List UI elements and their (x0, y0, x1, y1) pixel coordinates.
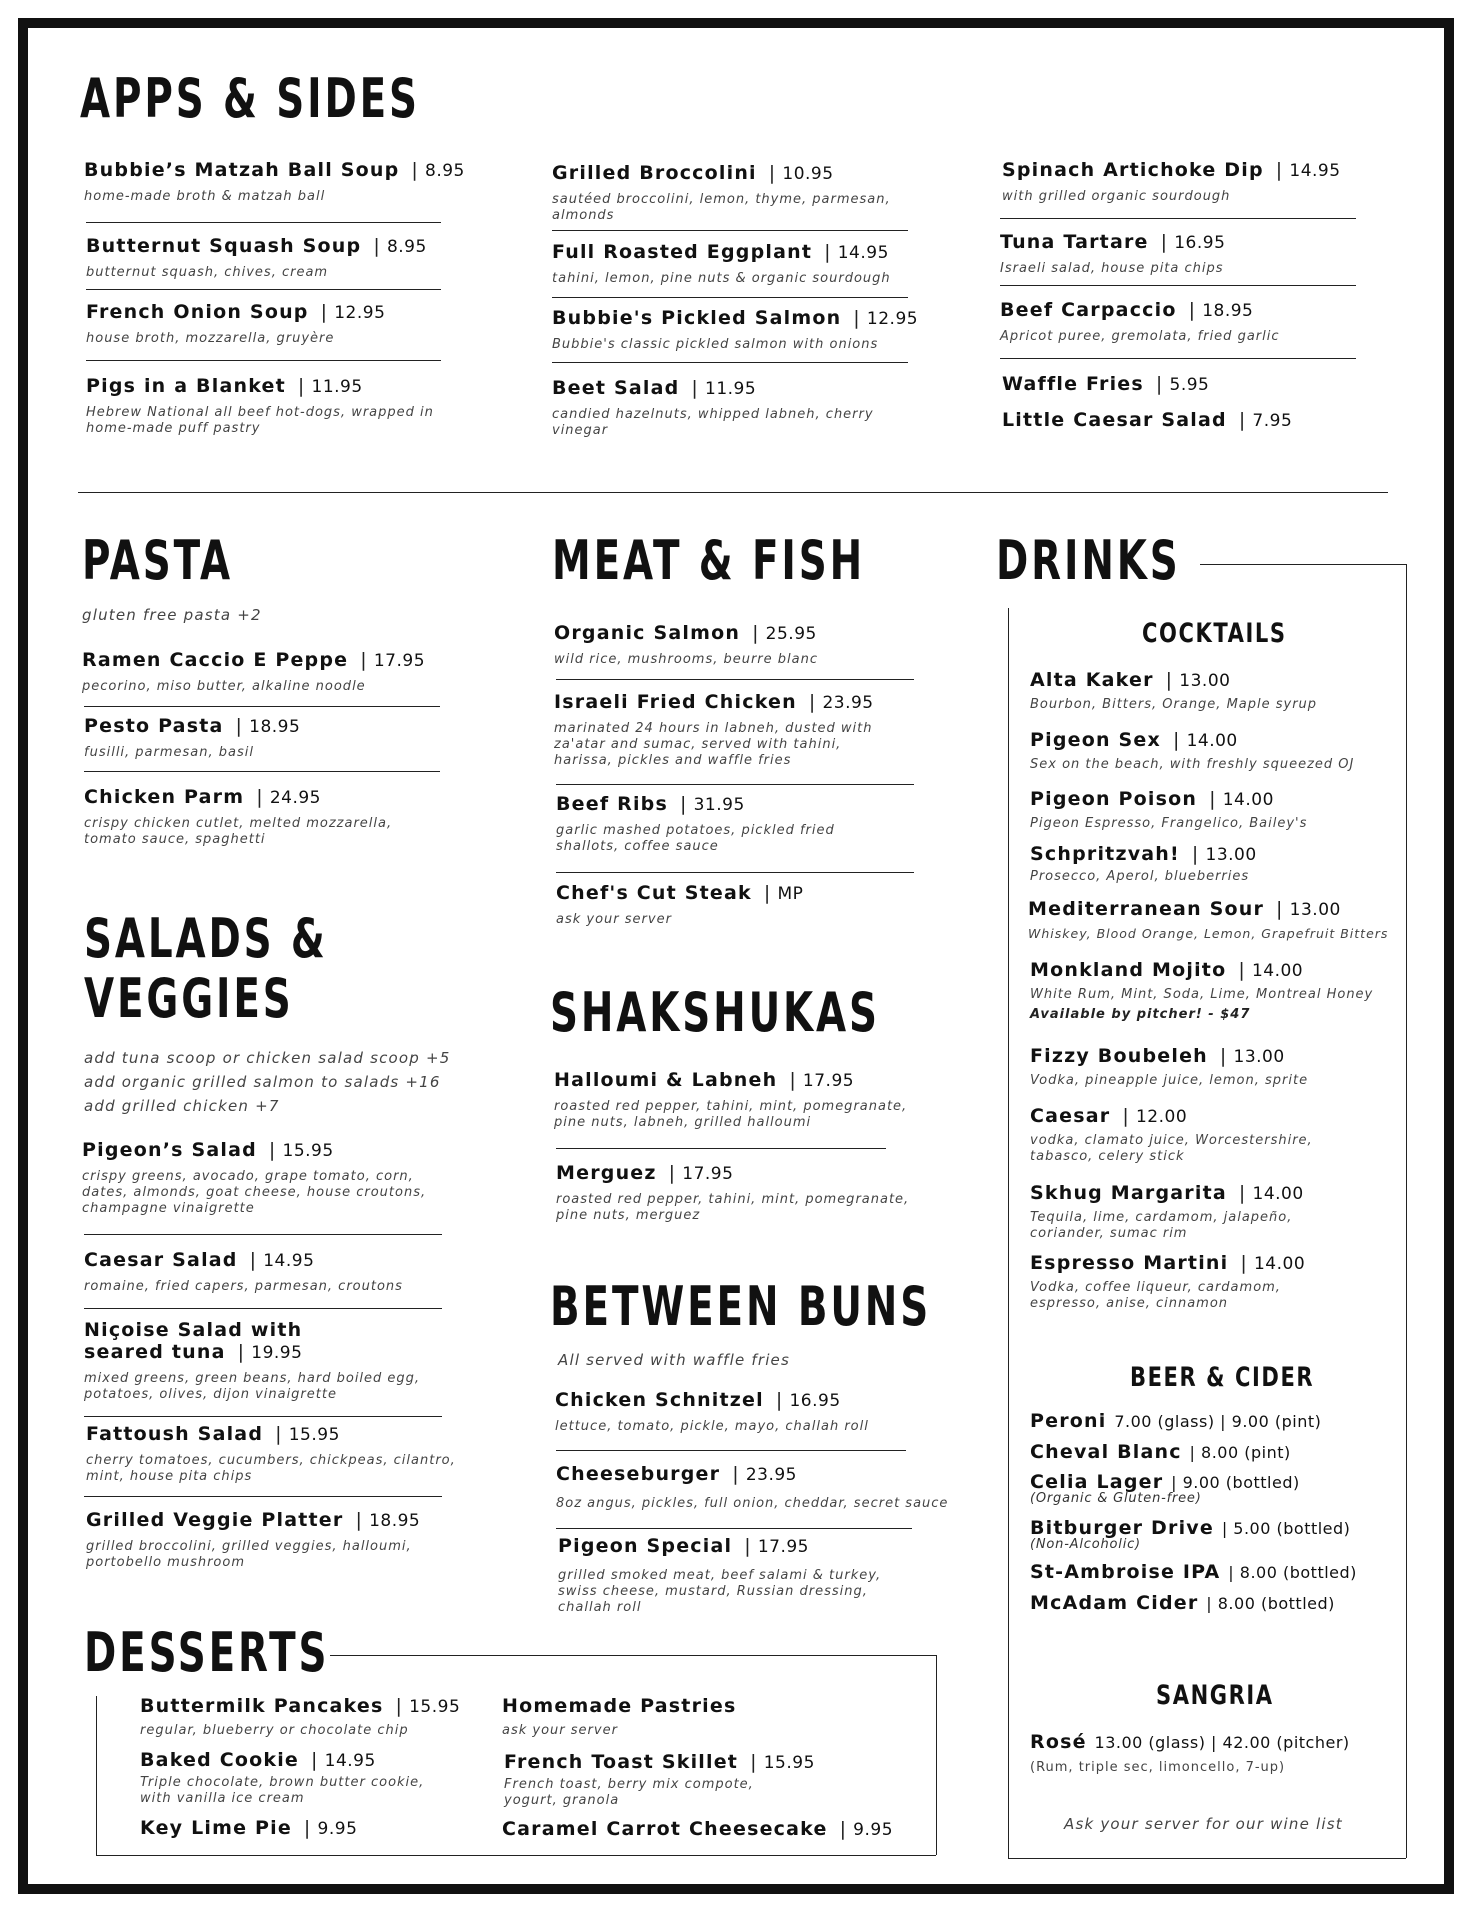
item-name: Beef Ribs (556, 793, 668, 815)
item-name: Beet Salad (552, 377, 680, 399)
item-description: garlic mashed potatoes, pickled fried shallots, coffee sauce (556, 822, 835, 855)
item-name: Pigeon Sex (1030, 729, 1161, 751)
item-price: | 8.00 (pint) (1189, 1443, 1291, 1462)
item-price: 23.95 (745, 1465, 797, 1485)
item-price: 13.00 (1205, 845, 1257, 865)
item-price: 23.95 (822, 693, 874, 713)
item-name: Organic Salmon (554, 622, 741, 644)
item-name: Caesar (1030, 1105, 1111, 1127)
item-divider (84, 1234, 442, 1235)
menu-item: Caesar Salad | 14.95 romaine, fried capers, parmesan, croutons (84, 1250, 464, 1295)
item-divider (86, 360, 441, 361)
item-divider (556, 679, 914, 680)
menu-item: Chef's Cut Steak | MP ask your server (556, 883, 936, 928)
menu-item: Full Roasted Eggplant | 14.95 tahini, lemon, pine nuts & organic sourdough (552, 242, 932, 287)
item-price: 14.95 (263, 1251, 315, 1271)
item-divider (86, 289, 441, 290)
menu-item: Grilled Veggie Platter | 18.95 grilled broccolini, grilled veggies, halloumi, portobello mushroom (86, 1510, 466, 1571)
item-price: 11.95 (705, 379, 757, 399)
item-name: Chicken Parm (84, 786, 245, 808)
menu-item: Little Caesar Salad | 7.95 (1002, 409, 1293, 431)
menu-item: Monkland Mojito | 14.00 White Rum, Mint, Soda, Lime, Montreal Honey Available by pitcher! - $47 (1030, 960, 1400, 1023)
item-description: Prosecco, Aperol, blueberries (1030, 868, 1250, 884)
menu-item (1030, 1593, 1410, 1615)
menu-item: Grilled Broccolini | 10.95 sautéed broccolini, lemon, thyme, parmesan, almonds (552, 163, 912, 224)
item-divider (556, 784, 914, 785)
drinks-box-left (1008, 608, 1009, 1858)
item-description: ask your server (556, 911, 672, 927)
item-price: 12.95 (334, 303, 386, 323)
item-description: sautéed broccolini, lemon, thyme, parmesan, almonds (552, 191, 891, 224)
item-name: Ramen Caccio E Peppe (82, 649, 349, 671)
item-description: Sex on the beach, with freshly squeezed OJ (1030, 756, 1355, 772)
item-description: house broth, mozzarella, gruyère (86, 330, 335, 346)
addon-line: add grilled chicken +7 (84, 1097, 280, 1115)
menu-item: Schpritzvah! | 13.00 Prosecco, Aperol, blueberries (1030, 844, 1390, 885)
item-name: Bitburger Drive (1030, 1517, 1214, 1539)
item-description: crispy chicken cutlet, melted mozzarella, tomato sauce, spaghetti (84, 815, 393, 848)
item-price: 8.95 (386, 237, 427, 257)
item-divider (86, 222, 441, 223)
drinks-box-right (1406, 564, 1407, 1858)
pitcher-note: Available by pitcher! - $47 (1030, 1007, 1251, 1023)
item-name: Merguez (556, 1162, 657, 1184)
item-divider (552, 230, 908, 231)
menu-item: Key Lime Pie | 9.95 (140, 1817, 358, 1839)
menu-item (1030, 1732, 1400, 1776)
drinks-box-top (1200, 564, 1406, 565)
menu-item: Tuna Tartare | 16.95 Israeli salad, house pita chips (1000, 232, 1380, 277)
item-divider (552, 297, 908, 298)
menu-item: Halloumi & Labneh | 17.95 roasted red pepper, tahini, mint, pomegranate, pine nuts, labneh, grilled halloumi (554, 1070, 914, 1131)
item-price: 7.00 (glass) | 9.00 (pint) (1114, 1412, 1322, 1431)
item-price: 17.95 (373, 651, 426, 671)
menu-item: Pigeon’s Salad | 15.95 crispy greens, avocado, grape tomato, corn, dates, almonds, goat cheese, house croutons, champagne vinaigrette (82, 1140, 462, 1218)
item-description: Tequila, lime, cardamom, jalapeño, coriander, sumac rim (1030, 1209, 1293, 1242)
item-name: Fizzy Boubeleh (1030, 1045, 1208, 1067)
item-price: 14.95 (837, 243, 889, 263)
item-price: 5.95 (1169, 375, 1210, 395)
menu-item: Skhug Margarita | 14.00 Tequila, lime, cardamom, jalapeño, coriander, sumac rim (1030, 1183, 1320, 1242)
menu-item: Fattoush Salad | 15.95 cherry tomatoes, cucumbers, chickpeas, cilantro, mint, house pita chips (86, 1423, 456, 1485)
item-description: ask your server (502, 1722, 618, 1738)
menu-item: Alta Kaker | 13.00 Bourbon, Bitters, Orange, Maple syrup (1030, 670, 1390, 713)
item-description: Whiskey, Blood Orange, Lemon, Grapefruit Bitters (1028, 925, 1389, 941)
menu-item: Beef Ribs | 31.95 garlic mashed potatoes, pickled fried shallots, coffee sauce (556, 794, 886, 855)
menu-item: Cheeseburger | 23.95 8oz angus, pickles, full onion, cheddar, secret sauce (556, 1464, 956, 1512)
desserts-box-right (936, 1655, 937, 1855)
item-price: 10.95 (782, 164, 834, 184)
item-name: Caesar Salad (84, 1249, 238, 1271)
item-divider (556, 1148, 886, 1149)
item-name: Niçoise Salad with seared tuna (84, 1319, 303, 1363)
item-divider (1000, 285, 1356, 286)
item-description: roasted red pepper, tahini, mint, pomegranate, pine nuts, labneh, grilled halloumi (554, 1098, 908, 1131)
item-name: Butternut Squash Soup (86, 235, 362, 257)
menu-item: Espresso Martini | 14.00 Vodka, coffee liqueur, cardamom, espresso, anise, cinnamon (1030, 1253, 1330, 1312)
item-price: 15.95 (763, 1753, 815, 1773)
item-name: Chef's Cut Steak (556, 882, 752, 904)
menu-item: Niçoise Salad with seared tuna | 19.95 mixed greens, green beans, hard boiled egg, potatoes, olives, dijon vinaigrette (84, 1320, 424, 1403)
item-name: Celia Lager (1030, 1471, 1164, 1493)
item-name: Monkland Mojito (1030, 959, 1227, 981)
item-description: tahini, lemon, pine nuts & organic sourdough (552, 270, 891, 286)
item-price: 17.95 (757, 1537, 809, 1557)
item-description: mixed greens, green beans, hard boiled egg, potatoes, olives, dijon vinaigrette (84, 1370, 421, 1402)
item-description: Vodka, coffee liqueur, cardamom, espresso, anise, cinnamon (1030, 1279, 1281, 1312)
item-name: Caramel Carrot Cheesecake (502, 1818, 828, 1840)
menu-item (1030, 1518, 1410, 1552)
item-name: Beef Carpaccio (1000, 299, 1177, 321)
item-name: Pigs in a Blanket (86, 375, 286, 397)
item-name: McAdam Cider (1030, 1592, 1199, 1614)
item-divider (556, 1528, 912, 1529)
menu-item: Chicken Schnitzel | 16.95 lettuce, tomato, pickle, mayo, challah roll (555, 1390, 935, 1435)
section-title-meat-fish: MEAT & FISH (552, 529, 866, 592)
item-divider (556, 872, 914, 873)
item-name: Grilled Veggie Platter (86, 1509, 344, 1531)
menu-item: Organic Salmon | 25.95 wild rice, mushrooms, beurre blanc (554, 623, 934, 668)
menu-item: Merguez | 17.95 roasted red pepper, tahini, mint, pomegranate, pine nuts, merguez (556, 1163, 916, 1224)
item-name: Fattoush Salad (86, 1423, 264, 1445)
item-price: MP (777, 884, 804, 904)
desserts-box-left (96, 1696, 97, 1855)
item-description: Bourbon, Bitters, Orange, Maple syrup (1030, 696, 1318, 712)
menu-item: French Toast Skillet | 15.95 French toast, berry mix compote, yogurt, granola (504, 1751, 815, 1809)
menu-item: Beet Salad | 11.95 candied hazelnuts, whipped labneh, cherry vinegar (552, 378, 912, 439)
item-price: 14.95 (324, 1751, 376, 1771)
menu-item: Pigeon Sex | 14.00 Sex on the beach, with freshly squeezed OJ (1030, 730, 1400, 773)
item-name: Peroni (1030, 1410, 1107, 1432)
menu-item: Butternut Squash Soup | 8.95 butternut squash, chives, cream (86, 236, 466, 281)
section-title-desserts: DESSERTS (84, 1621, 330, 1684)
item-price: 16.95 (1174, 233, 1226, 253)
item-name: Baked Cookie (140, 1749, 300, 1771)
item-price: 14.00 (1251, 961, 1304, 981)
item-name: Alta Kaker (1030, 669, 1154, 691)
menu-item: Pigeon Special | 17.95 grilled smoked meat, beef salami & turkey, swiss cheese, mustard, Russian dressing, challah roll (558, 1536, 888, 1617)
item-price: 24.95 (269, 788, 321, 808)
desserts-box-bottom (96, 1855, 936, 1856)
item-description: White Rum, Mint, Soda, Lime, Montreal Honey (1030, 986, 1374, 1002)
menu-item: Waffle Fries | 5.95 (1002, 373, 1210, 395)
item-name: Full Roasted Eggplant (552, 241, 813, 263)
desserts-box-top (330, 1655, 936, 1656)
section-title-apps: APPS & SIDES (80, 67, 420, 130)
item-description: 8oz angus, pickles, full onion, cheddar, secret sauce (556, 1495, 949, 1511)
section-title-shakshukas: SHAKSHUKAS (550, 981, 880, 1044)
item-description: Hebrew National all beef hot-dogs, wrapped in home-made puff pastry (86, 404, 434, 437)
item-name: Skhug Margarita (1030, 1182, 1227, 1204)
menu-item (1030, 1472, 1410, 1506)
item-price: 18.95 (1202, 301, 1254, 321)
addon-line: add tuna scoop or chicken salad scoop +5 (84, 1049, 451, 1067)
item-price: 18.95 (249, 717, 301, 737)
item-price: 12.95 (866, 309, 919, 329)
item-description: crispy greens, avocado, grape tomato, corn, dates, almonds, goat cheese, house croutons, champagne vinaigrette (82, 1168, 427, 1217)
item-price: 8.95 (425, 161, 465, 181)
section-divider (78, 492, 1388, 493)
subsection-title-cocktails: COCKTAILS (1142, 618, 1287, 649)
item-description: wild rice, mushrooms, beurre blanc (554, 651, 819, 667)
item-name: Pigeon Special (558, 1535, 733, 1557)
item-price: 9.95 (853, 1820, 894, 1840)
menu-item (1030, 1562, 1410, 1584)
item-name: French Toast Skillet (504, 1751, 739, 1773)
item-description: pecorino, miso butter, alkaline noodle (82, 678, 366, 694)
menu-item: Caramel Carrot Cheesecake | 9.95 (502, 1818, 894, 1840)
item-note: (Non-Alcoholic) (1030, 1536, 1141, 1552)
item-description: marinated 24 hours in labneh, dusted with za'atar and sumac, served with tahini, harissa, pickles and waffle fries (554, 720, 873, 769)
item-price: 17.95 (802, 1071, 855, 1091)
item-description: regular, blueberry or chocolate chip (140, 1722, 409, 1738)
menu-item (1030, 1411, 1410, 1433)
menu-item: Pesto Pasta | 18.95 fusilli, parmesan, basil (84, 716, 464, 761)
item-name: St-Ambroise IPA (1030, 1561, 1221, 1583)
item-price: | 8.00 (bottled) (1228, 1563, 1357, 1582)
item-name: Mediterranean Sour (1028, 898, 1265, 920)
item-description: French toast, berry mix compote, yogurt, granola (504, 1776, 754, 1809)
section-title-salads-line1: SALADS & (84, 907, 328, 970)
item-price: 14.00 (1252, 1184, 1304, 1204)
item-name: Waffle Fries (1002, 373, 1144, 395)
addon-line: add organic grilled salmon to salads +16 (84, 1073, 441, 1091)
item-price: | 9.00 (bottled) (1171, 1473, 1300, 1492)
item-description: romaine, fried capers, parmesan, croutons (84, 1278, 403, 1294)
item-description: Bubbie's classic pickled salmon with onions (552, 336, 879, 352)
item-price: 17.95 (682, 1164, 734, 1184)
menu-item: Pigeon Poison | 14.00 Pigeon Espresso, Frangelico, Bailey's (1030, 789, 1390, 832)
item-description: fusilli, parmesan, basil (84, 744, 254, 760)
item-price: 19.95 (251, 1342, 303, 1363)
menu-item: Beef Carpaccio | 18.95 Apricot puree, gremolata, fried garlic (1000, 300, 1380, 345)
item-name: French Onion Soup (86, 301, 309, 323)
item-name: Israeli Fried Chicken (554, 691, 797, 713)
item-price: 14.95 (1289, 161, 1341, 181)
menu-item: Buttermilk Pancakes | 15.95 regular, blueberry or chocolate chip (140, 1696, 500, 1739)
item-description: Israeli salad, house pita chips (1000, 260, 1224, 276)
salads-addons-note (84, 1046, 451, 1118)
item-price: 7.95 (1252, 411, 1293, 431)
item-name: Tuna Tartare (1000, 231, 1149, 253)
item-price: 14.00 (1186, 731, 1238, 751)
item-name: Halloumi & Labneh (554, 1069, 778, 1091)
item-description: grilled smoked meat, beef salami & turkey, swiss cheese, mustard, Russian dressing, challah roll (558, 1567, 882, 1616)
item-name: Buttermilk Pancakes (140, 1695, 384, 1717)
item-divider (1000, 358, 1356, 359)
drinks-box-bottom (1008, 1858, 1406, 1859)
item-description: cherry tomatoes, cucumbers, chickpeas, cilantro, mint, house pita chips (86, 1452, 456, 1485)
item-note: (Organic & Gluten-free) (1030, 1490, 1202, 1506)
menu-item: Caesar | 12.00 vodka, clamato juice, Worcestershire, tabasco, celery stick (1030, 1106, 1330, 1165)
section-title-drinks: DRINKS (996, 529, 1181, 592)
item-description: roasted red pepper, tahini, mint, pomegranate, pine nuts, merguez (556, 1191, 910, 1224)
item-description: with grilled organic sourdough (1002, 188, 1231, 204)
wine-list-note: Ask your server for our wine list (1064, 1815, 1343, 1833)
menu-item: Bubbie's Pickled Salmon | 12.95 Bubbie's classic pickled salmon with onions (552, 308, 942, 353)
item-price: 13.00 (1289, 900, 1341, 920)
item-name: Homemade Pastries (502, 1695, 737, 1717)
item-price: 13.00 (1233, 1047, 1285, 1067)
item-price: 16.95 (789, 1391, 841, 1411)
item-price: 14.00 (1222, 790, 1274, 810)
item-name: Cheval Blanc (1030, 1441, 1182, 1463)
menu-item: Baked Cookie | 14.95 Triple chocolate, brown butter cookie, with vanilla ice cream (140, 1750, 460, 1807)
item-price: 18.95 (369, 1511, 421, 1531)
item-description: candied hazelnuts, whipped labneh, cherry vinegar (552, 406, 874, 439)
menu-item: Ramen Caccio E Peppe | 17.95 pecorino, miso butter, alkaline noodle (82, 650, 462, 695)
item-name: Pigeon’s Salad (82, 1139, 257, 1161)
item-name: Little Caesar Salad (1002, 409, 1227, 431)
item-description: Vodka, pineapple juice, lemon, sprite (1030, 1072, 1309, 1088)
item-description: Apricot puree, gremolata, fried garlic (1000, 328, 1280, 344)
item-name: Pesto Pasta (84, 715, 224, 737)
pasta-note: gluten free pasta +2 (82, 606, 262, 624)
item-description: Pigeon Espresso, Frangelico, Bailey's (1030, 815, 1308, 831)
menu-item: Bubbie’s Matzah Ball Soup | 8.95 home-made broth & matzah ball (84, 159, 465, 204)
item-price: 15.95 (288, 1425, 340, 1445)
item-description: grilled broccolini, grilled veggies, halloumi, portobello mushroom (86, 1538, 412, 1571)
item-name: Chicken Schnitzel (555, 1389, 764, 1411)
item-divider (84, 771, 440, 772)
item-description: vodka, clamato juice, Worcestershire, tabasco, celery stick (1030, 1132, 1313, 1165)
item-name: Rosé (1030, 1731, 1087, 1753)
item-divider (84, 1496, 442, 1497)
menu-item: Chicken Parm | 24.95 crispy chicken cutlet, melted mozzarella, tomato sauce, spaghetti (84, 787, 424, 848)
section-title-pasta: PASTA (82, 529, 234, 592)
menu-item: Fizzy Boubeleh | 13.00 Vodka, pineapple juice, lemon, sprite (1030, 1046, 1390, 1089)
item-price: | 5.00 (bottled) (1221, 1519, 1351, 1538)
menu-item: Spinach Artichoke Dip | 14.95 with grilled organic sourdough (1002, 160, 1382, 205)
item-price: | 8.00 (bottled) (1206, 1594, 1335, 1613)
item-divider (552, 362, 908, 363)
item-price: 15.95 (409, 1697, 461, 1717)
item-divider (84, 1416, 442, 1417)
item-price: 14.00 (1253, 1254, 1306, 1274)
menu-item: French Onion Soup | 12.95 house broth, mozzarella, gruyère (86, 302, 466, 347)
item-price: 13.00 (1179, 671, 1231, 691)
item-name: Espresso Martini (1030, 1252, 1229, 1274)
item-price: 9.95 (317, 1819, 358, 1839)
menu-item: Israeli Fried Chicken | 23.95 marinated 24 hours in labneh, dusted with za'atar and sumac, served with tahini, harissa, pickles and waffle fries (554, 691, 874, 769)
item-divider (84, 706, 440, 707)
item-description: lettuce, tomato, pickle, mayo, challah roll (555, 1418, 869, 1434)
item-name: Key Lime Pie (140, 1817, 292, 1839)
item-price: 12.00 (1135, 1107, 1188, 1127)
buns-note: All served with waffle fries (558, 1351, 791, 1369)
item-name: Bubbie’s Matzah Ball Soup (84, 159, 400, 181)
item-description: butternut squash, chives, cream (86, 264, 329, 280)
menu-item: Mediterranean Sour | 13.00 Whiskey, Blood Orange, Lemon, Grapefruit Bitters (1028, 899, 1408, 941)
item-price: 31.95 (693, 795, 745, 815)
subsection-title-beer-cider: BEER & CIDER (1130, 1362, 1315, 1393)
section-title-between-buns: BETWEEN BUNS (550, 1275, 932, 1338)
item-price: 11.95 (311, 377, 363, 397)
subsection-title-sangria: SANGRIA (1156, 1680, 1274, 1711)
item-description: (Rum, triple sec, limoncello, 7-up) (1030, 1759, 1286, 1775)
menu-item (1030, 1442, 1410, 1464)
item-divider (556, 1450, 906, 1451)
section-title-salads-line2: VEGGIES (84, 967, 294, 1030)
item-price: 13.00 (glass) | 42.00 (pitcher) (1094, 1733, 1350, 1752)
item-name: Cheeseburger (556, 1463, 721, 1485)
menu-item (502, 1696, 922, 1739)
item-name: Spinach Artichoke Dip (1002, 159, 1264, 181)
item-description: Triple chocolate, brown butter cookie, with vanilla ice cream (140, 1774, 425, 1807)
item-name: Schpritzvah! (1030, 843, 1180, 865)
item-price: 15.95 (282, 1141, 334, 1161)
item-description: home-made broth & matzah ball (84, 188, 326, 204)
item-price: 25.95 (765, 624, 817, 644)
item-name: Pigeon Poison (1030, 788, 1198, 810)
item-name: Bubbie's Pickled Salmon (552, 307, 842, 329)
menu-item: Pigs in a Blanket | 11.95 Hebrew National all beef hot-dogs, wrapped in home-made puff pastry (86, 376, 456, 437)
item-divider (84, 1308, 442, 1309)
item-divider (1000, 218, 1356, 219)
item-name: Grilled Broccolini (552, 162, 757, 184)
